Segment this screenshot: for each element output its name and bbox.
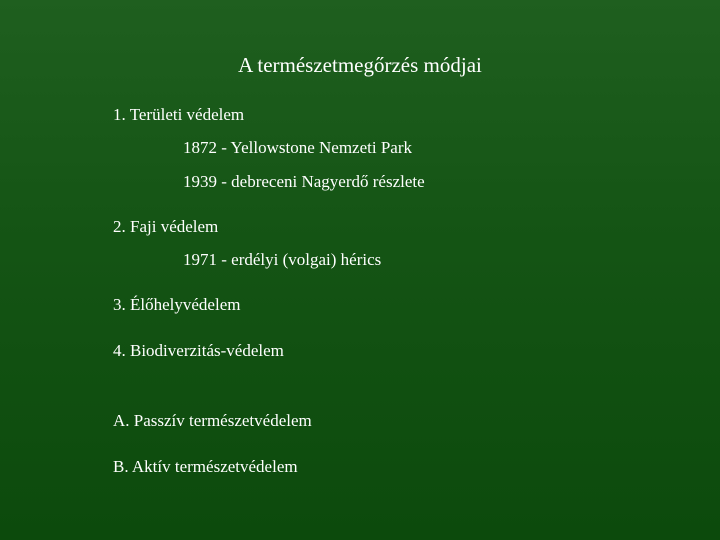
slide-title: A természetmegőrzés módjai [238, 53, 482, 77]
sub-item-nagyerdo: 1939 - debreceni Nagyerdő részlete [183, 172, 425, 191]
list-item-teruleti-vedelem: 1. Területi védelem [113, 105, 245, 124]
list-item-aktiv: B. Aktív természetvédelem [113, 457, 298, 476]
sub-item-yellowstone: 1872 - Yellowstone Nemzeti Park [183, 138, 413, 157]
list-item-biodiverzitas-vedelem: 4. Biodiverzitás-védelem [113, 341, 284, 360]
list-item-passziv: A. Passzív természetvédelem [113, 411, 312, 430]
sub-item-herics: 1971 - erdélyi (volgai) hérics [183, 250, 382, 269]
list-item-faji-vedelem: 2. Faji védelem [113, 217, 219, 236]
list-item-elohelyvedelem: 3. Élőhelyvédelem [113, 295, 241, 314]
